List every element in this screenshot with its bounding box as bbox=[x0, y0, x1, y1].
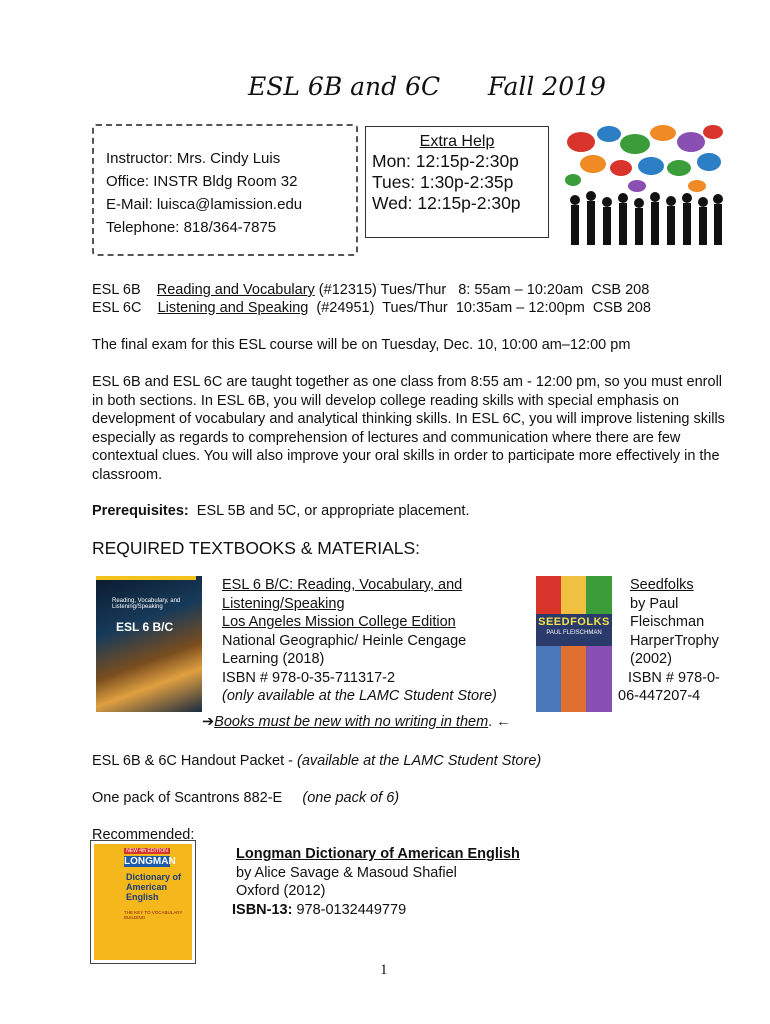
cover-brand: LONGMAN bbox=[124, 856, 176, 867]
cover-background bbox=[94, 844, 192, 960]
prerequisites-label: Prerequisites: bbox=[92, 503, 189, 519]
book2-line: 06-447207-4 bbox=[618, 688, 701, 704]
crowd-speech-bubbles-illustration bbox=[563, 124, 725, 246]
book2-line: Fleischman bbox=[630, 614, 705, 630]
scantrons-quantity: (one pack of 6) bbox=[302, 790, 400, 806]
scantrons-text: One pack of Scantrons 882-E bbox=[92, 790, 283, 806]
course-name: Listening and Speaking bbox=[157, 300, 309, 316]
course-details: (#12315) Tues/Thur 8: 55am – 10:20am CSB 208 bbox=[314, 282, 650, 298]
course-esl-6b bbox=[92, 282, 649, 298]
recommended-label: Recommended: bbox=[92, 827, 195, 843]
arrow-right-icon: ➔ bbox=[202, 714, 215, 730]
cover-top-panels bbox=[536, 576, 612, 614]
arrow-left-icon: ← bbox=[496, 714, 511, 730]
longman-dictionary-cover bbox=[90, 840, 196, 964]
course-name: Reading and Vocabulary bbox=[156, 282, 315, 298]
course-details: (#24951) Tues/Thur 10:35am – 12:00pm CSB 208 bbox=[308, 300, 651, 316]
course-code: ESL 6C bbox=[92, 300, 142, 316]
scantrons bbox=[92, 789, 732, 808]
book1-publisher2: Learning (2018) bbox=[222, 651, 325, 667]
cover-badge: NEW 4th EDITION bbox=[124, 848, 170, 854]
prerequisites bbox=[92, 502, 732, 521]
book1-availability: (only available at the LAMC Student Store) bbox=[222, 688, 497, 704]
book1-publisher1: National Geographic/ Heinle Cengage bbox=[222, 632, 467, 649]
recommended-details bbox=[232, 845, 520, 919]
recommended-title: Longman Dictionary of American English bbox=[236, 846, 520, 862]
book2-title: Seedfolks bbox=[630, 577, 694, 593]
page-number: 1 bbox=[380, 962, 388, 978]
book1-title-line1: ESL 6 B/C: Reading, Vocabulary, and bbox=[222, 577, 463, 593]
people-silhouettes bbox=[570, 191, 723, 245]
handout-packet bbox=[92, 752, 732, 771]
instructor-line: Instructor: Mrs. Cindy Luis bbox=[106, 150, 281, 167]
recommended-publisher: Oxford (2012) bbox=[236, 883, 326, 899]
recommended-isbn bbox=[232, 901, 520, 920]
cover-stripe bbox=[96, 576, 196, 580]
page-title: ESL 6B and 6C Fall 2019 bbox=[248, 72, 606, 101]
book1-title-line2: Listening/Speaking bbox=[222, 595, 345, 612]
cover-bottom-panels bbox=[536, 646, 612, 712]
cover-title: Dictionary of American English bbox=[126, 872, 182, 902]
telephone-line: Telephone: 818/364-7875 bbox=[106, 219, 277, 236]
book1-isbn: ISBN # 978-0-35-711317-2 bbox=[222, 669, 396, 686]
new-books-period: . bbox=[488, 714, 493, 730]
course-esl-6c bbox=[92, 300, 651, 316]
prerequisites-text: ESL 5B and 5C, or appropriate placement. bbox=[188, 503, 470, 519]
help-wednesday: Wed: 12:15p-2:30p bbox=[372, 193, 521, 213]
book2-line: HarperTrophy bbox=[630, 632, 719, 649]
isbn-value: 978-0132449779 bbox=[292, 901, 407, 918]
new-books-note bbox=[202, 714, 511, 730]
course-code: ESL 6B bbox=[92, 282, 141, 298]
new-books-text: Books must be new with no writing in them bbox=[214, 714, 489, 730]
recommended-authors: by Alice Savage & Masoud Shafiel bbox=[236, 864, 457, 881]
book2-line: ISBN # 978-0- bbox=[628, 669, 720, 686]
seedfolks-book-cover bbox=[536, 576, 612, 712]
office-line: Office: INSTR Bldg Room 32 bbox=[106, 173, 298, 190]
extra-help-title: Extra Help bbox=[419, 133, 495, 150]
cover-title: ESL 6 B/C bbox=[116, 620, 174, 634]
isbn-label: ISBN-13: bbox=[232, 901, 293, 918]
email-line: E-Mail: luisca@lamission.edu bbox=[106, 196, 303, 213]
help-monday: Mon: 12:15p-2:30p bbox=[372, 151, 519, 171]
esl-6bc-book-cover bbox=[96, 576, 202, 712]
final-exam-text: The final exam for this ESL course will be on Tuesday, Dec. 10, 10:00 am–12:00 pm bbox=[92, 337, 631, 353]
course-description: ESL 6B and ESL 6C are taught together as one class from 8:55 am - 12:00 pm, so you must enroll in both sections. In ESL 6B, you will develop college reading skills with special emphasis on development of vocabulary and analytical thinking skills. In ESL 6C, you will improve listening skills especially as regards to comprehension of lectures and communication where there are few contextual clues. You will also improve your oral skills in order to participate more effectively in the classroom. bbox=[92, 374, 725, 483]
contact-info bbox=[106, 147, 302, 239]
book2-line: by Paul bbox=[630, 595, 679, 612]
materials-heading: REQUIRED TEXTBOOKS & MATERIALS: bbox=[92, 538, 421, 558]
cover-subtitle: Reading, Vocabulary, and Listening/Speaking bbox=[112, 598, 181, 610]
speech-bubbles bbox=[565, 125, 723, 192]
cover-title: SEEDFOLKS bbox=[538, 616, 610, 628]
book1-details bbox=[222, 576, 497, 706]
book2-details bbox=[618, 576, 720, 706]
book2-line: (2002) bbox=[630, 651, 672, 667]
extra-help-box bbox=[365, 126, 549, 238]
handout-text: ESL 6B & 6C Handout Packet - bbox=[92, 753, 297, 769]
cover-tag: THE KEY TO VOCABULARY BUILDING bbox=[124, 910, 183, 920]
book1-edition: Los Angeles Mission College Edition bbox=[222, 614, 456, 630]
handout-availability: (available at the LAMC Student Store) bbox=[297, 753, 542, 769]
cover-author: PAUL FLEISCHMAN bbox=[546, 630, 602, 636]
help-tuesday: Tues: 1:30p-2:35p bbox=[372, 172, 514, 192]
